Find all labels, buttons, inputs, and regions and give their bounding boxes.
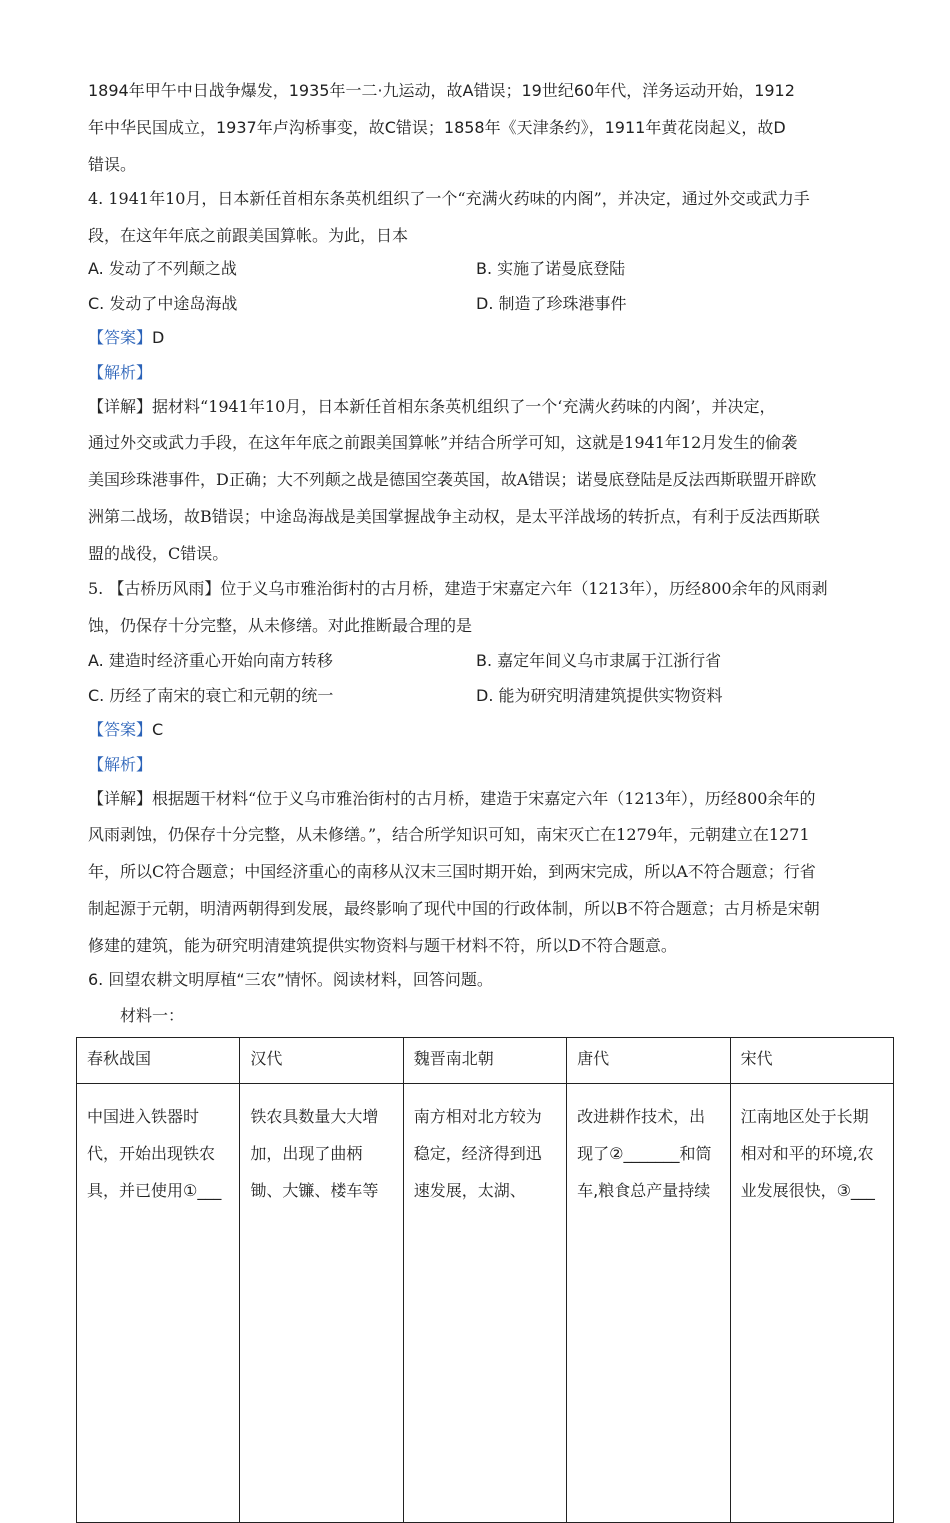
question-5-detail: 修建的建筑，能为研究明清建筑提供实物资料与题干材料不符，所以D不符合题意。 — [88, 936, 677, 955]
cell-line: 锄、大镰、楼车等 — [250, 1181, 379, 1200]
cell-line: 铁农具数量大大增 — [250, 1107, 379, 1126]
analysis-tag: 【解析】 — [88, 755, 153, 774]
table-cell — [77, 1084, 240, 1523]
table-header-cell: 春秋战国 — [77, 1038, 240, 1084]
cell-line: 中国进入铁器时 — [87, 1107, 200, 1126]
material-label: 材料一： — [120, 1006, 185, 1025]
table-header-cell: 汉代 — [240, 1038, 403, 1084]
question-4-answer — [88, 328, 164, 348]
cell-line: 改进耕作技术，出 — [577, 1107, 706, 1126]
question-5-detail — [88, 789, 815, 809]
detail-tag: 【详解】 — [88, 397, 153, 416]
cell-line: 代，开始出现铁农 — [87, 1144, 216, 1163]
table-cell — [240, 1084, 403, 1523]
question-5-stem: 蚀，仍保存十分完整，从未修缮。对此推断最合理的是 — [88, 616, 473, 635]
cell-line: 车,粮食总产量持续 — [577, 1181, 711, 1200]
question-5-detail: 制起源于元朝，明清两朝得到发展，最终影响了现代中国的行政体制，所以B不符合题意；古月桥是宋朝 — [88, 899, 820, 918]
question-4-detail: 通过外交或武力手段，在这年年底之前跟美国算帐”并结合所学可知，这就是1941年12月发生的偷袭 — [88, 433, 798, 452]
answer-value: D — [152, 328, 165, 347]
cell-line: 南方相对北方较为 — [413, 1107, 542, 1126]
question-5-option-b: B. 嘉定年间义乌市隶属于江浙行省 — [476, 651, 722, 670]
history-table — [76, 1037, 894, 1523]
table-header-row — [77, 1038, 894, 1084]
answer-tag: 【答案】 — [88, 328, 153, 347]
question-5-stem: 5. 【古桥历风雨】位于义乌市雅治街村的古月桥，建造于宋嘉定六年（1213年），历经800余年的风雨剥 — [88, 579, 828, 598]
table-header-cell: 唐代 — [567, 1038, 730, 1084]
cell-line: 加，出现了曲柄 — [250, 1144, 363, 1163]
question-4-option-a: A. 发动了不列颠之战 — [88, 259, 237, 278]
question-4-detail: 洲第二战场，故B错误；中途岛海战是美国掌握战争主动权，是太平洋战场的转折点，有利于反法西斯联 — [88, 507, 820, 526]
question-5-option-d: D. 能为研究明清建筑提供实物资料 — [476, 686, 723, 705]
text-line: 错误。 — [88, 155, 137, 174]
question-5-detail: 风雨剥蚀，仍保存十分完整，从未修缮。”，结合所学知识可知，南宋灭亡在1279年，元朝建立在1271 — [88, 825, 810, 844]
cell-line: 相对和平的环境,农 — [740, 1144, 874, 1163]
question-4-detail: 盟的战役，C错误。 — [88, 544, 229, 563]
cell-line: 稳定，经济得到迅 — [413, 1144, 542, 1163]
table-cell — [403, 1084, 566, 1523]
question-4-option-b: B. 实施了诺曼底登陆 — [476, 259, 626, 278]
question-5-detail: 年，所以C符合题意；中国经济重心的南移从汉末三国时期开始，到两宋完成，所以A不符合题意；行省 — [88, 862, 816, 881]
question-5-option-a: A. 建造时经济重心开始向南方转移 — [88, 651, 333, 670]
detail-text: 根据题干材料“位于义乌市雅治街村的古月桥，建造于宋嘉定六年（1213年），历经800余年的 — [152, 789, 816, 808]
question-6-stem: 6. 回望农耕文明厚植“三农”情怀。阅读材料，回答问题。 — [88, 970, 493, 989]
detail-text: 据材料“1941年10月，日本新任首相东条英机组织了一个‘充满火药味的内阁’，并决定， — [152, 397, 776, 416]
answer-tag: 【答案】 — [88, 720, 153, 739]
detail-tag: 【详解】 — [88, 789, 153, 808]
analysis-tag: 【解析】 — [88, 363, 153, 382]
cell-line: 现了②_______和筒 — [577, 1144, 712, 1163]
table-row — [77, 1084, 894, 1523]
cell-line: 业发展很快，③___ — [740, 1181, 875, 1200]
cell-line: 具，并已使用①___ — [87, 1181, 222, 1200]
question-4-detail — [88, 397, 775, 417]
table-cell — [567, 1084, 730, 1523]
table-header-cell: 魏晋南北朝 — [403, 1038, 566, 1084]
cell-line: 江南地区处于长期 — [740, 1107, 869, 1126]
table-cell — [730, 1084, 893, 1523]
question-5-answer — [88, 720, 163, 740]
question-4-detail: 美国珍珠港事件，D正确；大不列颠之战是德国空袭英国，故A错误；诺曼底登陆是反法西斯联盟开辟欧 — [88, 470, 817, 489]
question-4-option-d: D. 制造了珍珠港事件 — [476, 294, 627, 313]
question-5-option-c: C. 历经了南宋的衰亡和元朝的统一 — [88, 686, 334, 705]
question-4-stem: 段，在这年年底之前跟美国算帐。为此，日本 — [88, 226, 409, 245]
table-header-cell: 宋代 — [730, 1038, 893, 1084]
text-line: 1894年甲午中日战争爆发，1935年一二·九运动，故A错误；19世纪60年代，洋务运动开始，1912 — [88, 81, 795, 100]
text-line: 年中华民国成立，1937年卢沟桥事变，故C错误；1858年《天津条约》，1911年黄花岗起义，故D — [88, 118, 786, 137]
cell-line: 速发展，太湖、 — [413, 1181, 526, 1200]
question-4-stem: 4. 1941年10月，日本新任首相东条英机组织了一个“充满火药味的内阁”，并决定，通过外交或武力手 — [88, 189, 810, 208]
question-4-option-c: C. 发动了中途岛海战 — [88, 294, 238, 313]
answer-value: C — [152, 720, 164, 739]
